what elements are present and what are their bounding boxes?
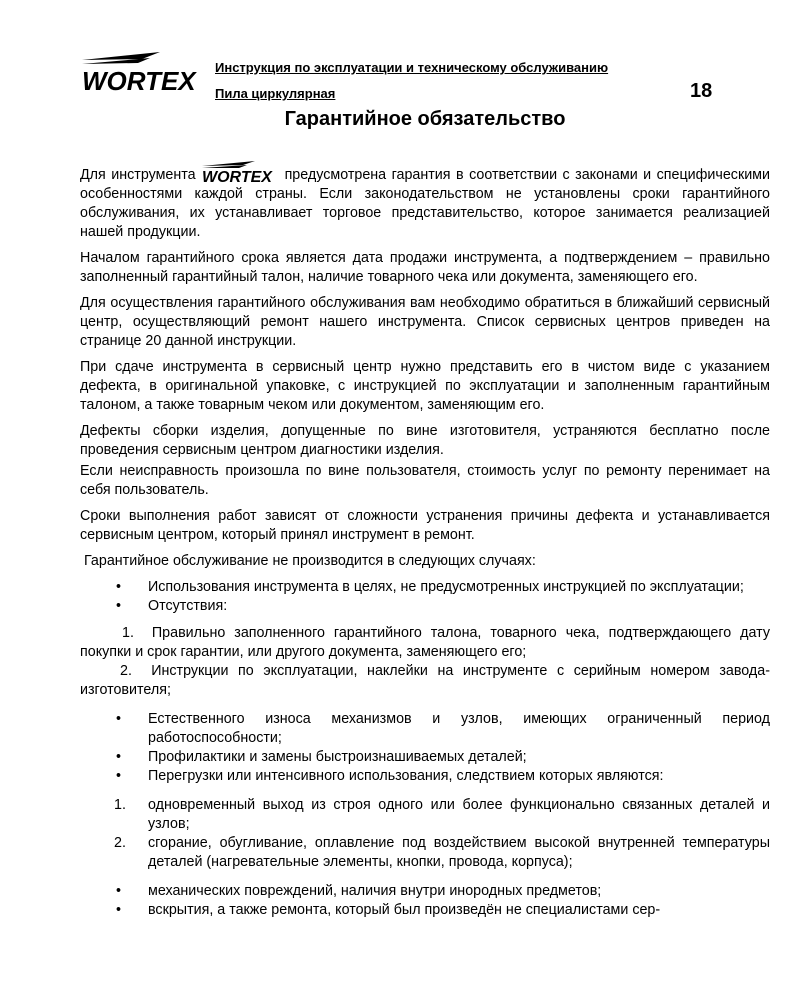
paragraph-handover: При сдаче инструмента в сервисный центр нужно представить его в чистом виде с указанием дефекта, в оригинальной упаковке, с инструкцией по эксплуатации и заполненным гарантийным талоном, а также товарным чеком или документом, заменяющим его. (80, 359, 770, 413)
manual-title: Инструкция по эксплуатации и техническому обслуживанию (215, 60, 609, 75)
paragraph-intro: Для инструмента WORTEX предусмотрена гарантия в соответствии с законами и специфическими особенностями каждой страны. Если законодательством не установлены сроки гарантийного обслуживания, их устанавливает торговое представительство, которое занимается реализацией нашей продукции. (80, 160, 770, 242)
page-number: 18 (690, 80, 713, 102)
list-item: • вскрытия, а также ремонта, который был произведён не специалистами сер- (80, 901, 770, 920)
list-item: • механических повреждений, наличия внутри инородных предметов; (80, 882, 770, 901)
wear-list (80, 710, 770, 786)
page-title: Гарантийное обязательство (284, 108, 566, 130)
list-item: • Профилактики и замены быстроизнашиваемых деталей; (80, 748, 770, 767)
svg-text:WORTEX: WORTEX (202, 169, 273, 184)
logo-text: WORTEX (82, 66, 196, 94)
paragraph-warranty-start: Началом гарантийного срока является дата продажи инструмента, а подтверждением – правильно заполненный гарантийный талон, наличие товарного чека или документа, заменяющего его. (80, 250, 770, 285)
sublist-item: 1. Правильно заполненного гарантийного талона, товарного чека, подтверждающего дату покупки и срок гарантии, или другого документа, заменяющего его; (80, 625, 770, 660)
paragraph-terms: Сроки выполнения работ зависят от сложности устранения причины дефекта и устанавливается сервисным центром, который принял инструмент в ремонт. (80, 508, 770, 543)
list-item: • Перегрузки или интенсивного использования, следствием которых являются: (80, 767, 770, 786)
paragraph-exclusions-intro: Гарантийное обслуживание не производится в следующих случаях: (80, 553, 536, 569)
product-name: Пила циркулярная (215, 86, 336, 101)
list-item: • Отсутствия: (80, 597, 770, 616)
paragraph-defects: Дефекты сборки изделия, допущенные по вине изготовителя, устраняются бесплатно после проведения сервисным центром диагностики изделия. (80, 423, 770, 458)
wortex-logo (80, 50, 200, 94)
list-item: 1. одновременный выход из строя одного или более функционально связанных деталей и узлов; (114, 797, 770, 832)
list-item: • Естественного износа механизмов и узлов, имеющих ограниченный период работоспособности; (80, 710, 770, 748)
paragraph-service-center: Для осуществления гарантийного обслуживания вам необходимо обратиться в ближайший сервисный центр, осуществляющий ремонт нашего инструмента. Список сервисных центров приведен на странице 20 данной инструкции. (80, 295, 770, 349)
wortex-inline-logo (201, 160, 279, 184)
damage-list (80, 882, 770, 920)
exclusions-list (80, 578, 770, 616)
sublist-item: 2. Инструкции по эксплуатации, наклейки на инструменте с серийным номером завода-изготовителя; (80, 663, 770, 698)
absence-sublist (80, 624, 770, 700)
paragraph-user-fault: Если неисправность произошла по вине пользователя, стоимость услуг по ремонту перенимает на себя пользователь. (80, 463, 770, 498)
overload-list (80, 796, 770, 872)
list-item: • Использования инструмента в целях, не предусмотренных инструкцией по эксплуатации; (80, 578, 770, 597)
list-item: 2. сгорание, обугливание, оплавление под воздействием высокой внутренней температуры деталей (нагревательные элементы, кнопки, провода, корпуса); (114, 835, 770, 870)
warranty-content (80, 160, 770, 928)
